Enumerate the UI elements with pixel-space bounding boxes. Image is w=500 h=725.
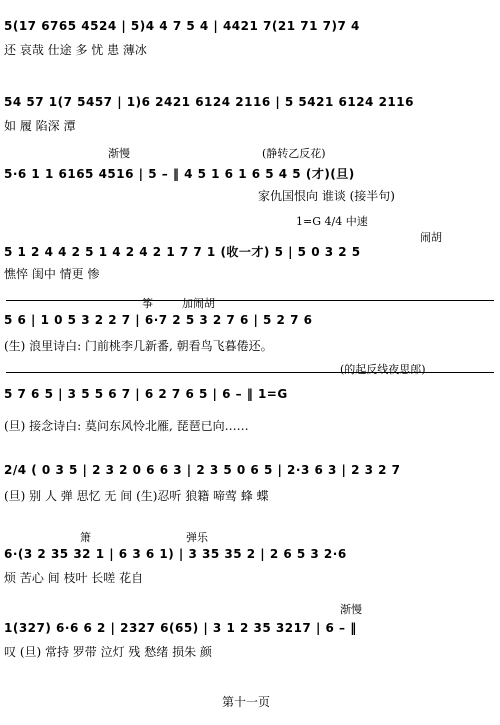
mode-mark-row-6: (的起反线夜思郎)	[340, 363, 426, 376]
instrument-mark-row-4: 闹胡	[420, 231, 442, 244]
notation-row-5: 5 6 | 1 0 5 3 2 2 7 | 6·7 2 5 3 2 7 6 | 5 2 7 6	[4, 313, 313, 327]
instrument-mark-a-row-8: 箫	[80, 531, 91, 544]
notation-row-1: 5(17 6765 4524 | 5)4 4 7 5 4 | 4421 7(21 71 7)7 4	[4, 19, 360, 33]
page-number: 第十一页	[222, 695, 271, 709]
lyrics-row-4: 憔悴 闺中 情更 惨	[4, 267, 100, 281]
dialogue-row-5: (生) 浪里诗白: 门前桃李几新番, 朝看鸟飞暮倦还。	[4, 339, 273, 353]
separator-line-5	[6, 300, 494, 301]
notation-row-7: 2/4 ( 0 3 5 | 2 3 2 0 6 6 3 | 2 3 5 0 6 5 | 2·3 6 3 | 2 3 2 7	[4, 463, 401, 477]
instrument-mark-a-row-5: 筝	[142, 297, 153, 310]
tempo-mark-row-3: 渐慢	[108, 147, 130, 160]
notation-row-3: 5·6 1 1 6165 4516 | 5 – ‖ 4 5 1 6 1 6 5 4 5 (才)(旦)	[4, 167, 355, 181]
notation-row-8: 6·(3 2 35 32 1 | 6 3 6 1) | 3 35 35 2 | 2 6 5 3 2·6	[4, 547, 347, 561]
lyrics-row-1: 还 哀哉 仕途 多 忧 患 薄冰	[4, 43, 147, 57]
notation-row-9: 1(327) 6·6 6 2 | 2327 6(65) | 3 1 2 35 3217 | 6 – ‖	[4, 621, 357, 635]
dialogue-row-6: (旦) 接念诗白: 莫问东风怜北雁, 琵琶已向……	[4, 419, 249, 433]
lyrics-row-7: (旦) 别 人 弹 思忆 无 间 (生)忍听 狼籍 啼莺 蜂 蝶	[4, 489, 269, 503]
lyrics-row-9: 叹 (旦) 常持 罗带 泣灯 残 愁绪 损朱 颜	[4, 645, 212, 659]
notation-row-4: 5 1 2 4 4 2 5 1 4 2 4 2 1 7 7 1 (收一才) 5 | 5 0 3 2 5	[4, 245, 361, 259]
instrument-mark-b-row-8: 弹乐	[186, 531, 208, 544]
tempo-mark-row-9: 渐慢	[340, 603, 362, 616]
mode-mark-row-3: (静转乙反花)	[262, 147, 326, 160]
lyrics-row-3: 家仇国恨向 谁谈 (接半句)	[258, 189, 395, 203]
lyrics-row-2: 如 履 陷深 潭	[4, 119, 76, 133]
key-signature-row-4: 1=G 4/4 中速	[296, 215, 368, 228]
lyrics-row-8: 烦 苦心 间 枝叶 长嗟 花自	[4, 571, 144, 585]
notation-row-6: 5 7 6 5 | 3 5 5 6 7 | 6 2 7 6 5 | 6 – ‖ 1=G	[4, 387, 288, 401]
notation-row-2: 54 57 1(7 5457 | 1)6 2421 6124 2116 | 5 5421 6124 2116	[4, 95, 414, 109]
instrument-mark-b-row-5: 加闹胡	[182, 297, 215, 310]
